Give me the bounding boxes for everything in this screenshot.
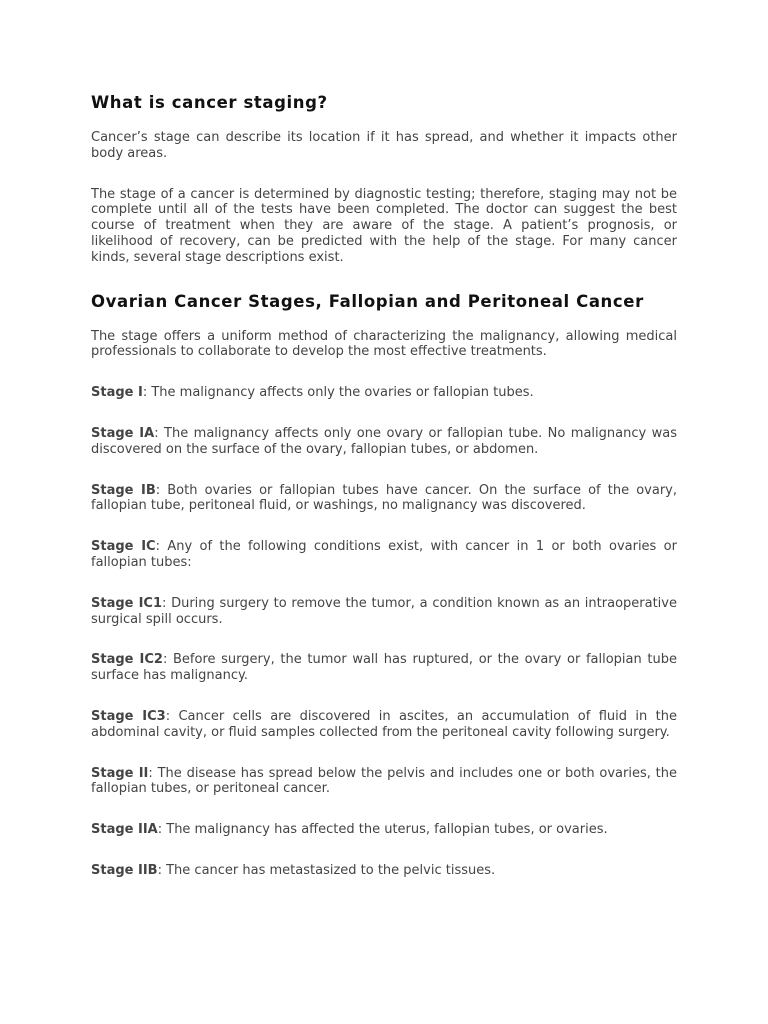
stage-label: Stage IB <box>91 482 156 498</box>
stage-paragraph <box>91 709 677 741</box>
stage-paragraph <box>91 652 677 684</box>
stage-label: Stage IC <box>91 539 156 555</box>
intro-paragraph-1: Cancer’s stage can describe its location if it has spread, and whether it impacts other body areas. <box>91 130 677 161</box>
stage-label: Stage IC1 <box>91 595 162 611</box>
stage-text: : The cancer has metastasized to the pelvic tissues. <box>157 862 496 878</box>
stage-paragraph <box>91 766 677 798</box>
stage-label: Stage I <box>91 385 143 401</box>
heading-cancer-staging: What is cancer staging? <box>91 93 328 112</box>
stage-paragraph <box>91 863 677 879</box>
stage-paragraph <box>91 385 677 401</box>
stage-text: : The malignancy affects only the ovaries or fallopian tubes. <box>142 385 534 401</box>
stage-label: Stage IC2 <box>91 652 163 668</box>
stage-paragraph <box>91 483 677 515</box>
stage-paragraph <box>91 426 677 458</box>
stage-text: : Before surgery, the tumor wall has ruptured, or the ovary or fallopian tube surface has malignancy. <box>91 652 677 684</box>
stage-label: Stage IIB <box>91 862 158 878</box>
stage-text: : The malignancy has affected the uterus, fallopian tubes, or ovaries. <box>157 822 608 838</box>
stage-text: : The malignancy affects only one ovary or fallopian tube. No malignancy was discovered on the surface of the ovary, fallopian tubes, or abdomen. <box>91 425 677 457</box>
intro-paragraph-2: The stage of a cancer is determined by diagnostic testing; therefore, staging may not be complete until all of the tests have been completed. The doctor can suggest the best course of treatment when they are aware of the stage. A patient’s prognosis, or likelihood of recovery, can be predicted with the help of the stage. For many cancer kinds, several stage descriptions exist. <box>91 186 677 265</box>
stage-text: : Cancer cells are discovered in ascites, an accumulation of fluid in the abdominal cavity, or fluid samples collected from the peritoneal cavity following surgery. <box>91 708 678 740</box>
section-paragraph: The stage offers a uniform method of characterizing the malignancy, allowing medical professionals to collaborate to develop the most effective treatments. <box>91 328 677 360</box>
stage-text: : Both ovaries or fallopian tubes have cancer. On the surface of the ovary, fallopian tube, peritoneal fluid, or washings, no malignancy was discovered. <box>91 482 677 514</box>
stage-label: Stage IA <box>91 425 155 441</box>
heading-ovarian-stages: Ovarian Cancer Stages, Fallopian and Peritoneal Cancer <box>91 291 644 311</box>
stage-paragraph <box>91 596 677 628</box>
document-page <box>91 92 677 904</box>
stage-text: : The disease has spread below the pelvis and includes one or both ovaries, the fallopian tubes, or peritoneal cancer. <box>91 765 678 797</box>
stage-text: : Any of the following conditions exist, with cancer in 1 or both ovaries or fallopian tubes: <box>91 539 677 570</box>
stage-label: Stage IIA <box>91 822 158 838</box>
stage-label: Stage II <box>91 765 149 781</box>
stage-text: : During surgery to remove the tumor, a condition known as an intraoperative surgical spill occurs. <box>91 595 677 627</box>
stage-paragraph <box>91 822 677 838</box>
stage-paragraph <box>91 539 677 571</box>
stage-label: Stage IC3 <box>91 708 166 724</box>
